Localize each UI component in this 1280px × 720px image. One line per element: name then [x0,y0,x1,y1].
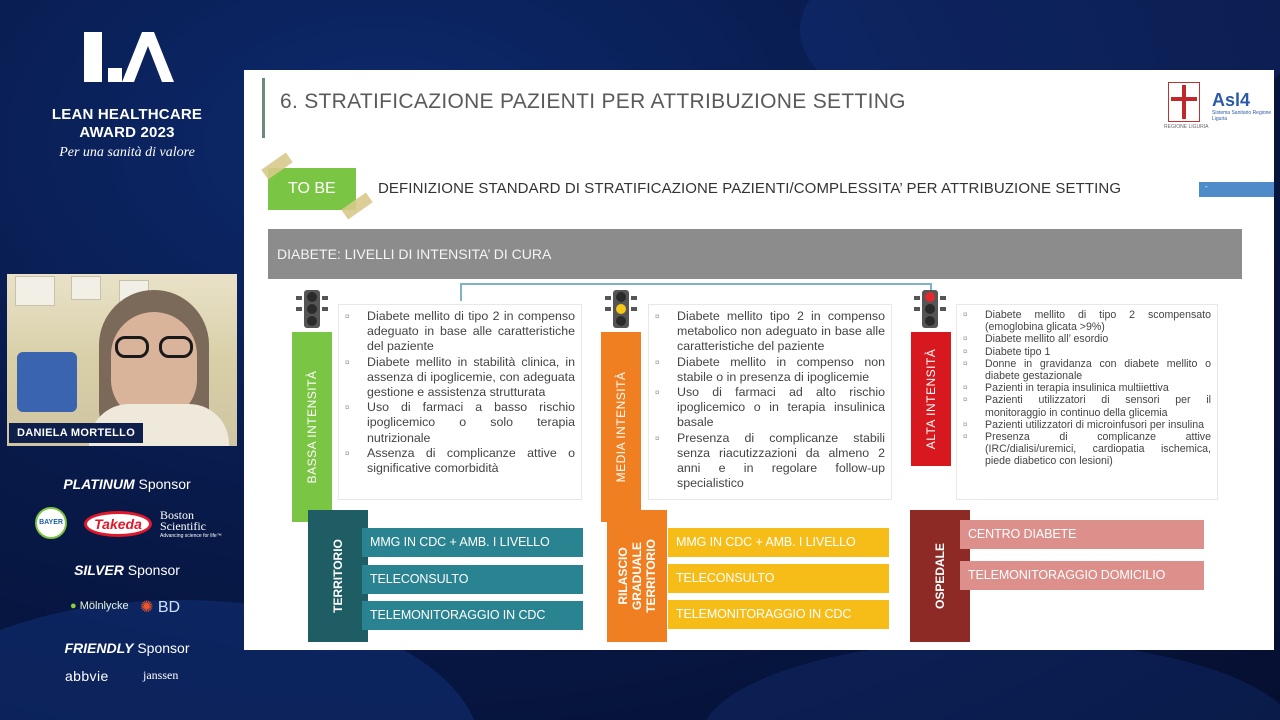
presentation-slide [244,70,1274,650]
list-item: ¤ Assenza di complicanze attive o significative comorbidità [367,446,575,476]
title-accent-bar [262,78,265,138]
list-item: ¤ Pazienti utilizzatori di sensori per il monitoraggio in continuo della glicemia [985,394,1211,418]
setting-label-text: OSPEDALE [933,542,947,610]
setting-label-line: RILASCIO [616,547,630,605]
list-item: ¤ Pazienti utilizzatori di microinfusori per insulina [985,419,1211,431]
corner-mark: - [1199,182,1274,197]
molnlycke-logo: ● Mölnlycke [70,600,129,612]
award-title-line2: AWARD 2023 [79,124,175,141]
janssen-logo-text: janssen [143,668,179,682]
level-label-text: ALTA INTENSITÀ [924,348,938,450]
friendly-label: FRIENDLY [64,640,134,656]
bayer-logo-text: BAYER [39,519,63,526]
level-description-bassa [338,304,582,500]
list-item: ¤ Diabete mellito tipo 2 in compenso metabolico non adeguato in base alle caratteristiche del paziente [677,309,885,355]
setting-bar: CENTRO DIABETE [960,520,1204,549]
list-item: ¤ Diabete mellito in compenso non stabile o in presenza di ipoglicemie [677,355,885,385]
connector-line [460,283,930,285]
sponsor-word: Sponsor [138,476,191,492]
traffic-light-green-icon [296,290,328,328]
silver-label: SILVER [74,562,124,578]
setting-bar: TELEMONITORAGGIO IN CDC [668,600,889,629]
setting-label-line: TERRITORIO [644,539,658,613]
setting-label-territorio [308,510,368,642]
friendly-sponsor-heading [0,640,254,656]
diabete-band: DIABETE: LIVELLI DI INTENSITA’ DI CURA [268,229,1242,279]
list-item: ¤ Pazienti in terapia insulinica multiiettiva [985,382,1211,394]
list-item: ¤ Presenza di complicanze stabili senza riacutizzazioni da almeno 2 anni e in regolare follow-up specialistico [677,431,885,492]
silver-sponsor-heading [0,562,254,578]
setting-bar: TELEMONITORAGGIO IN CDC [362,601,583,630]
boston-scientific-logo [160,510,230,540]
level-label-media [601,332,641,522]
level-description-media [648,304,892,500]
slide-title: 6. STRATIFICAZIONE PAZIENTI PER ATTRIBUZIONE SETTING [280,90,906,113]
background-wave [700,640,1280,720]
award-title-line1: LEAN HEALTHCARE [51,106,203,123]
setting-label-line: GRADUALE [630,542,644,610]
connector-line [460,283,462,301]
award-logo [84,32,174,84]
section-heading: DEFINIZIONE STANDARD DI STRATIFICAZIONE PAZIENTI/COMPLESSITA’ PER ATTRIBUZIONE SETTING [378,180,1122,197]
sponsor-word: Sponsor [137,640,190,656]
level-label-bassa [292,332,332,522]
traffic-light-red-icon [914,290,946,328]
abbvie-logo [65,668,109,684]
list-item: ¤ Diabete mellito all’ esordio [985,333,1211,345]
regione-liguria-logo [1168,82,1200,122]
setting-bar: TELEMONITORAGGIO DOMICILIO [960,561,1204,590]
platinum-label: PLATINUM [63,476,135,492]
list-item: ¤ Diabete tipo 1 [985,346,1211,358]
list-item: ¤ Uso di farmaci ad alto rischio ipoglicemico o in terapia insulinica basale [677,385,885,431]
platinum-sponsor-heading [0,476,254,492]
wall-poster [15,276,55,306]
left-panel [0,0,240,720]
award-title [0,106,254,142]
setting-bar: TELECONSULTO [362,565,583,594]
setting-label-text: TERRITORIO [331,539,345,613]
wall-poster [71,276,101,300]
speaker-video [7,274,237,446]
award-subtitle: Per una sanità di valore [59,145,195,160]
list-item: ¤ Diabete mellito di tipo 2 scompensato (emoglobina glicata >9%) [985,309,1211,333]
list-item: ¤ Uso di farmaci a basso rischio ipoglicemico o solo terapia nutrizionale [367,400,575,446]
takeda-logo [84,511,152,537]
asl4-logo: Asl4 [1212,90,1251,110]
level-label-text: BASSA INTENSITÀ [305,370,319,484]
list-item: ¤ Diabete mellito di tipo 2 in compenso adeguato in base alle caratteristiche del paziente [367,309,575,355]
bd-logo: ✺ BD [140,599,181,616]
boston-scientific-tagline: Advancing science for life™ [160,533,222,539]
setting-bar: TELECONSULTO [668,564,889,593]
setting-label-text [616,539,658,613]
list-item: ¤ Presenza di complicanze attive (IRC/dialisi/uremici, cardiopatia ischemica, piede diabetico con lesioni) [985,431,1211,468]
sponsor-word: Sponsor [127,562,180,578]
chair [17,352,77,412]
level-description-alta [956,304,1218,500]
level-label-text: MEDIA INTENSITÀ [614,371,628,483]
bd-logo-text: BD [157,599,181,616]
setting-bar: MMG IN CDC + AMB. I LIVELLO [362,528,583,557]
abbvie-logo-text: abbvie [65,668,109,684]
setting-label-rilascio-graduale [607,510,667,642]
boston-scientific-logo-text: Boston Scientific [160,508,206,533]
janssen-logo [143,668,178,683]
regione-liguria-caption: REGIONE LIGURIA [1164,124,1209,130]
traffic-light-yellow-icon [605,290,637,328]
bayer-logo [35,507,67,539]
to-be-tag: TO BE [268,168,356,210]
takeda-logo-text: Takeda [94,516,142,532]
asl4-caption: Sistema Sanitario Regione Liguria [1212,110,1272,122]
glasses-icon [115,336,197,358]
list-item: ¤ Diabete mellito in stabilità clinica, in assenza di ipoglicemie, con adeguata gestione e assistenza strutturata [367,355,575,401]
setting-bar: MMG IN CDC + AMB. I LIVELLO [668,528,889,557]
molnlycke-logo-text: Mölnlycke [79,600,129,612]
speaker-name-tag: DANIELA MORTELLO [9,423,143,443]
list-item: ¤ Donne in gravidanza con diabete mellito o diabete gestazionale [985,358,1211,382]
level-label-alta [911,332,951,466]
